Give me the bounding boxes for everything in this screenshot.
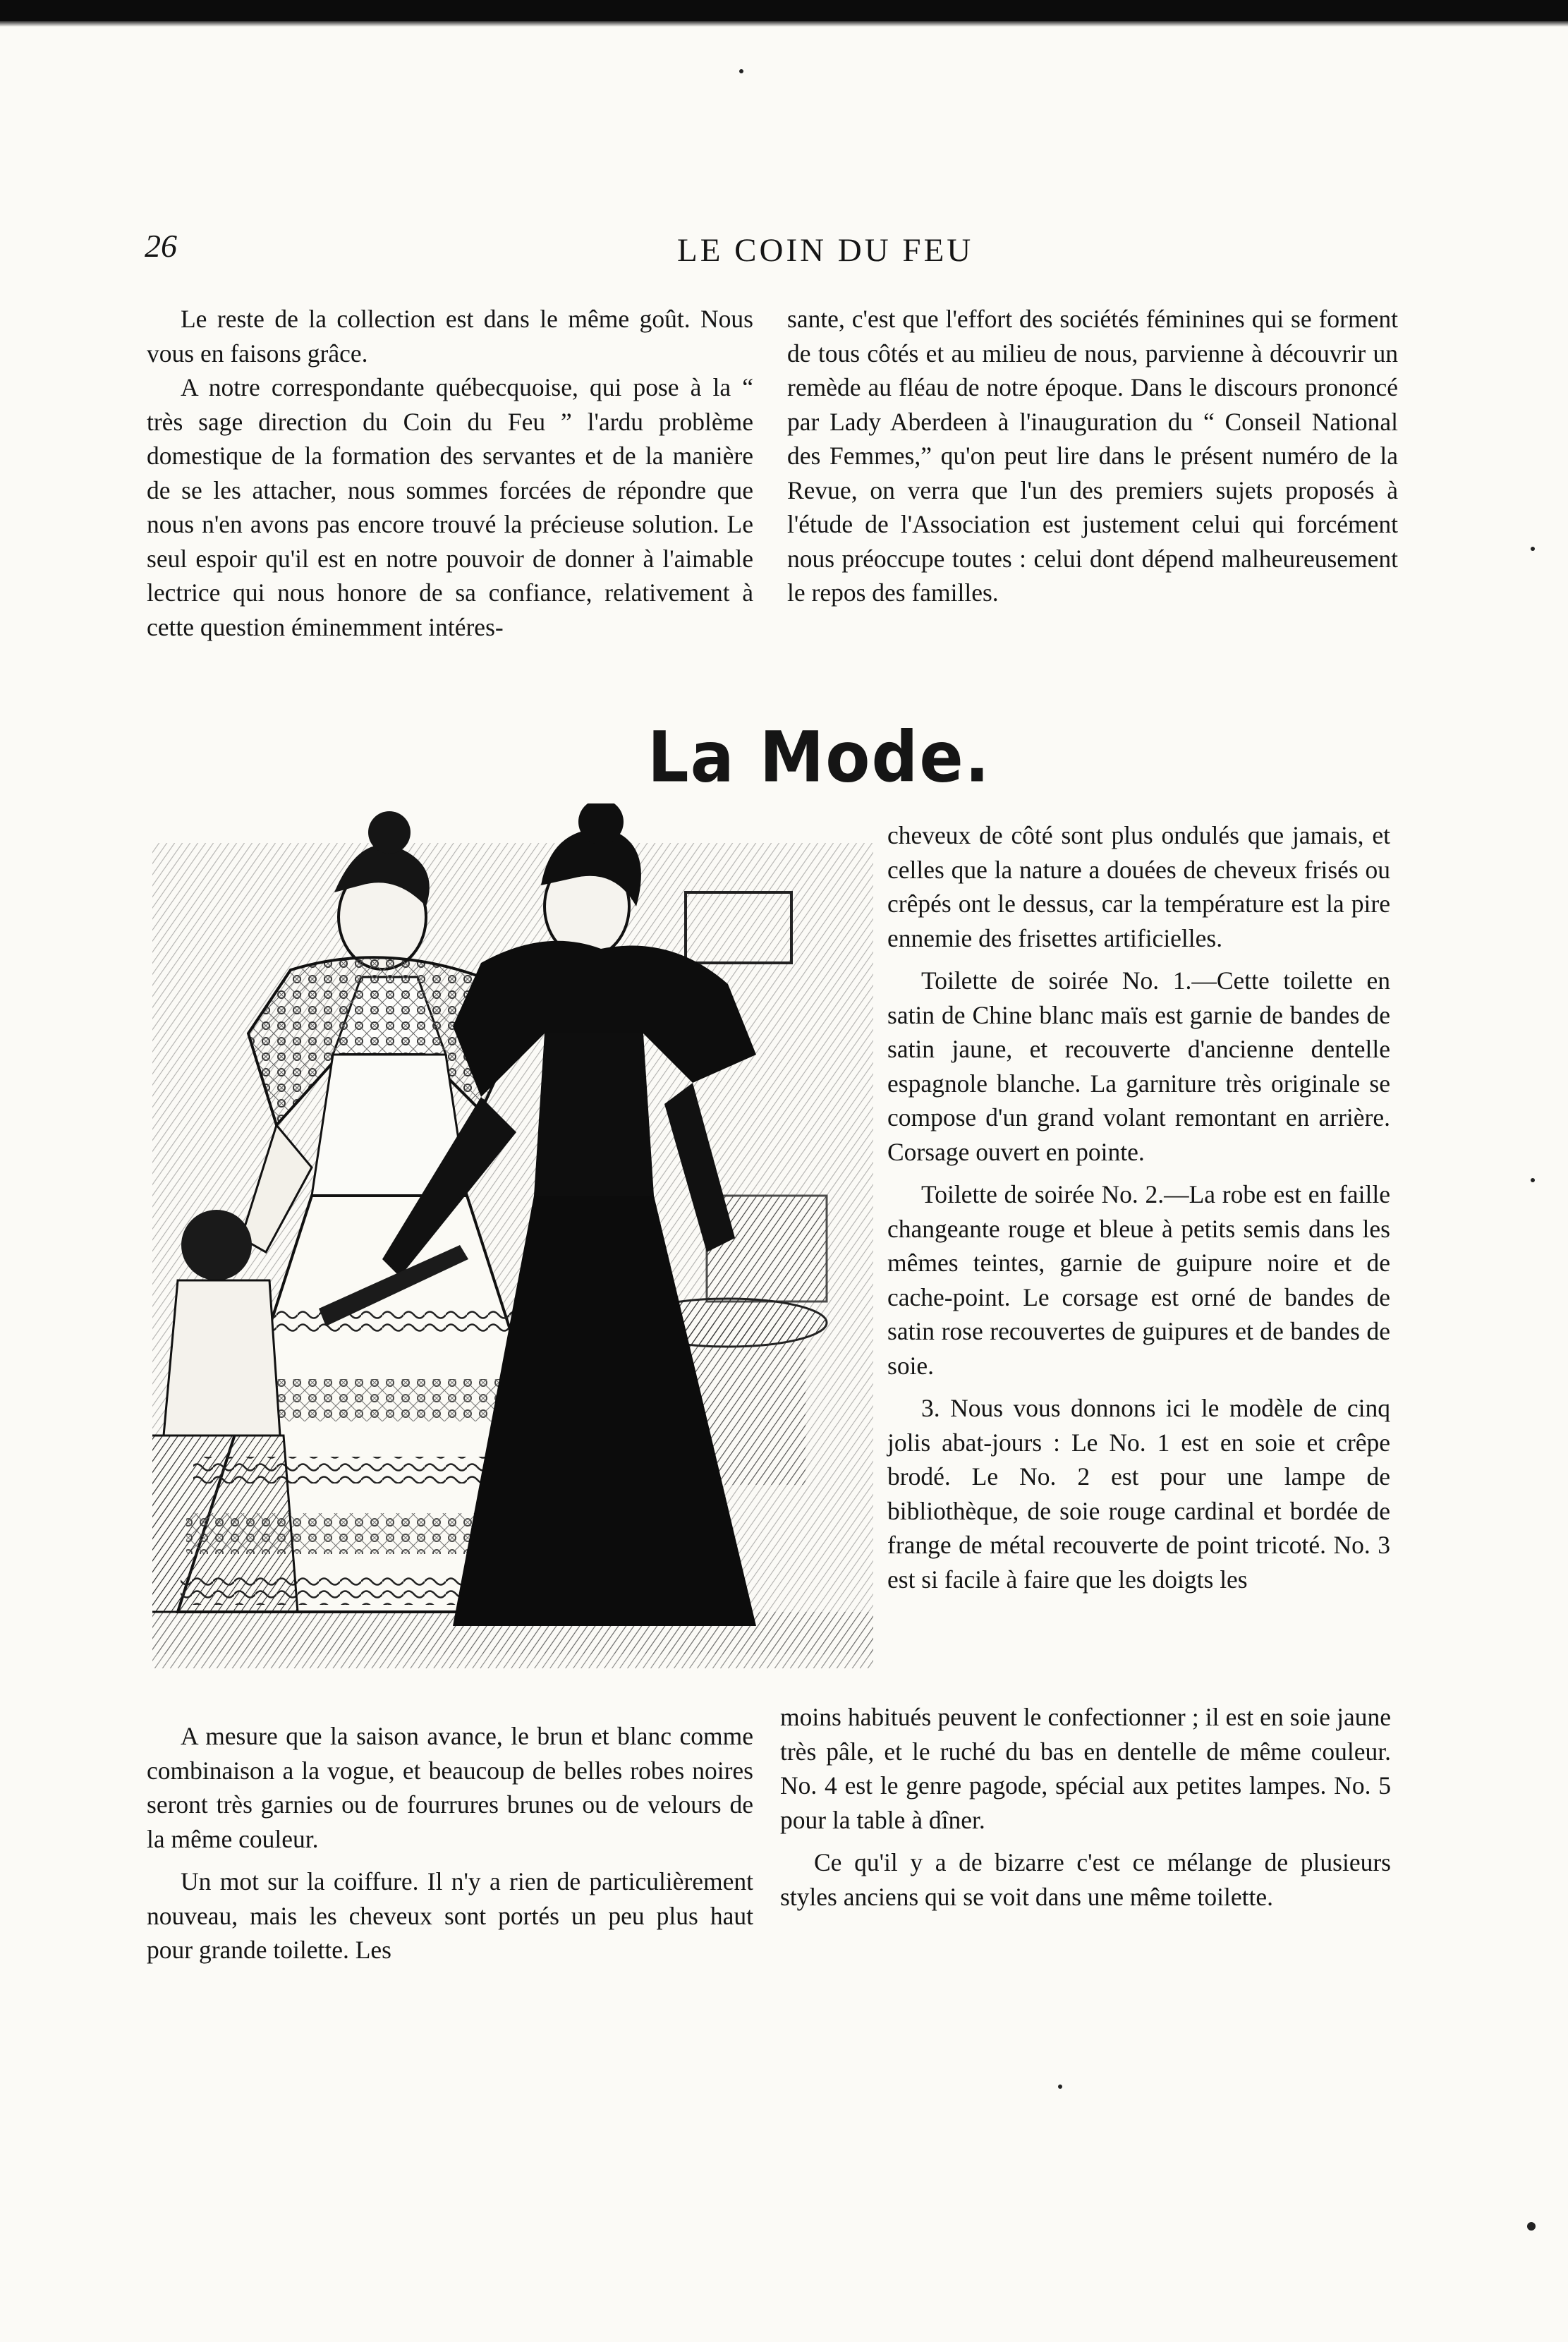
column-top-right	[787, 302, 1398, 610]
column-right-middle	[887, 818, 1390, 1596]
top-scan-border	[0, 0, 1568, 21]
paragraph: sante, c'est que l'effort des sociétés féminines qui se forment de tous côtés et au milieu de nous, parvienne à découvrir un remède au fléau de notre époque. Dans le discours prononcé par Lady Aberdeen à l'inauguration du “ Conseil National des Femmes,” qu'on peut lire dans le présent numéro de la Revue, on verra que l'un des premiers sujets proposés à l'étude de l'Association est justement celui qui forcément nous préoccupe toutes : celui dont dépend malheureusement le repos des familles.	[787, 305, 1398, 607]
column-bottom-left	[147, 1719, 753, 1967]
paragraph: cheveux de côté sont plus ondulés que jamais, et celles que la nature a douées de cheveux frisés ou crêpés ont le dessus, car la température est la pire ennemie des frisettes artificielles.	[887, 821, 1390, 952]
scan-speck	[739, 69, 743, 73]
paragraph: A mesure que la saison avance, le brun et blanc comme combinaison a la vogue, et beaucoup de belles robes noires seront très garnies ou de fourrures brunes ou de velours de la même couleur.	[147, 1722, 753, 1853]
paragraph: Un mot sur la coiffure. Il n'y a rien de particulièrement nouveau, mais les cheveux sont portés un peu plus haut pour grande toilette. Les	[147, 1867, 753, 1964]
fashion-plate-illustration	[150, 801, 876, 1686]
paragraph: 3. Nous vous donnons ici le modèle de cinq jolis abat-jours : Le No. 1 est en soie et crêpe brodé. Le No. 2 est pour une lampe de bibliothèque, de soie rouge cardinal et bordée de frange de métal recouverte de point tricoté. No. 3 est si facile à faire que les doigts les	[887, 1394, 1390, 1594]
paragraph: Toilette de soirée No. 2.—La robe est en faille changeante rouge et bleue à petits semis dans les mêmes teintes, garnie de guipure noire et de cache-point. Le corsage est orné de bandes de satin rose recouvertes de guipures et de bandes de soie.	[887, 1180, 1390, 1380]
paragraph: Ce qu'il y a de bizarre c'est ce mélange de plusieurs styles anciens qui se voit dans une même toilette.	[780, 1848, 1391, 1911]
column-bottom-right	[780, 1700, 1391, 1914]
top-scan-shadow	[0, 21, 1568, 27]
scan-speck	[1531, 1178, 1535, 1182]
page-number: 26	[145, 228, 177, 264]
paragraph: moins habitués peuvent le confectionner ; il est en soie jaune très pâle, et le ruché du bas en dentelle de même couleur. No. 4 est le genre pagode, spécial aux petites lampes. No. 5 pour la table à dîner.	[780, 1703, 1391, 1834]
scan-speck	[1058, 2085, 1062, 2089]
paragraph: Toilette de soirée No. 1.—Cette toilette en satin de Chine blanc maïs est garnie de bandes de satin jaune, et recouverte d'ancienne dentelle espagnole blanche. La garniture très originale se compose d'un grand volant remontant en arrière. Corsage ouvert en pointe.	[887, 966, 1390, 1166]
paragraph: A notre correspondante québecquoise, qui pose à la “ très sage direction du Coin du Feu ” l'ardu problème domestique de la formation des servantes et de la manière de se les attacher, nous sommes forcées de répondre que nous n'en avons pas encore trouvé la précieuse solution. Le seul espoir qu'il est en notre pouvoir de donner à l'aimable lectrice qui nous honore de sa confiance, relativement à cette question éminemment intéres-	[147, 373, 753, 641]
running-title: LE COIN DU FEU	[677, 232, 974, 269]
paragraph: Le reste de la collection est dans le même goût. Nous vous en faisons grâce.	[147, 305, 753, 368]
scan-speck	[1531, 547, 1535, 551]
column-top-left	[147, 302, 753, 644]
section-title: La Mode.	[648, 716, 991, 799]
scan-speck	[1527, 2222, 1536, 2231]
